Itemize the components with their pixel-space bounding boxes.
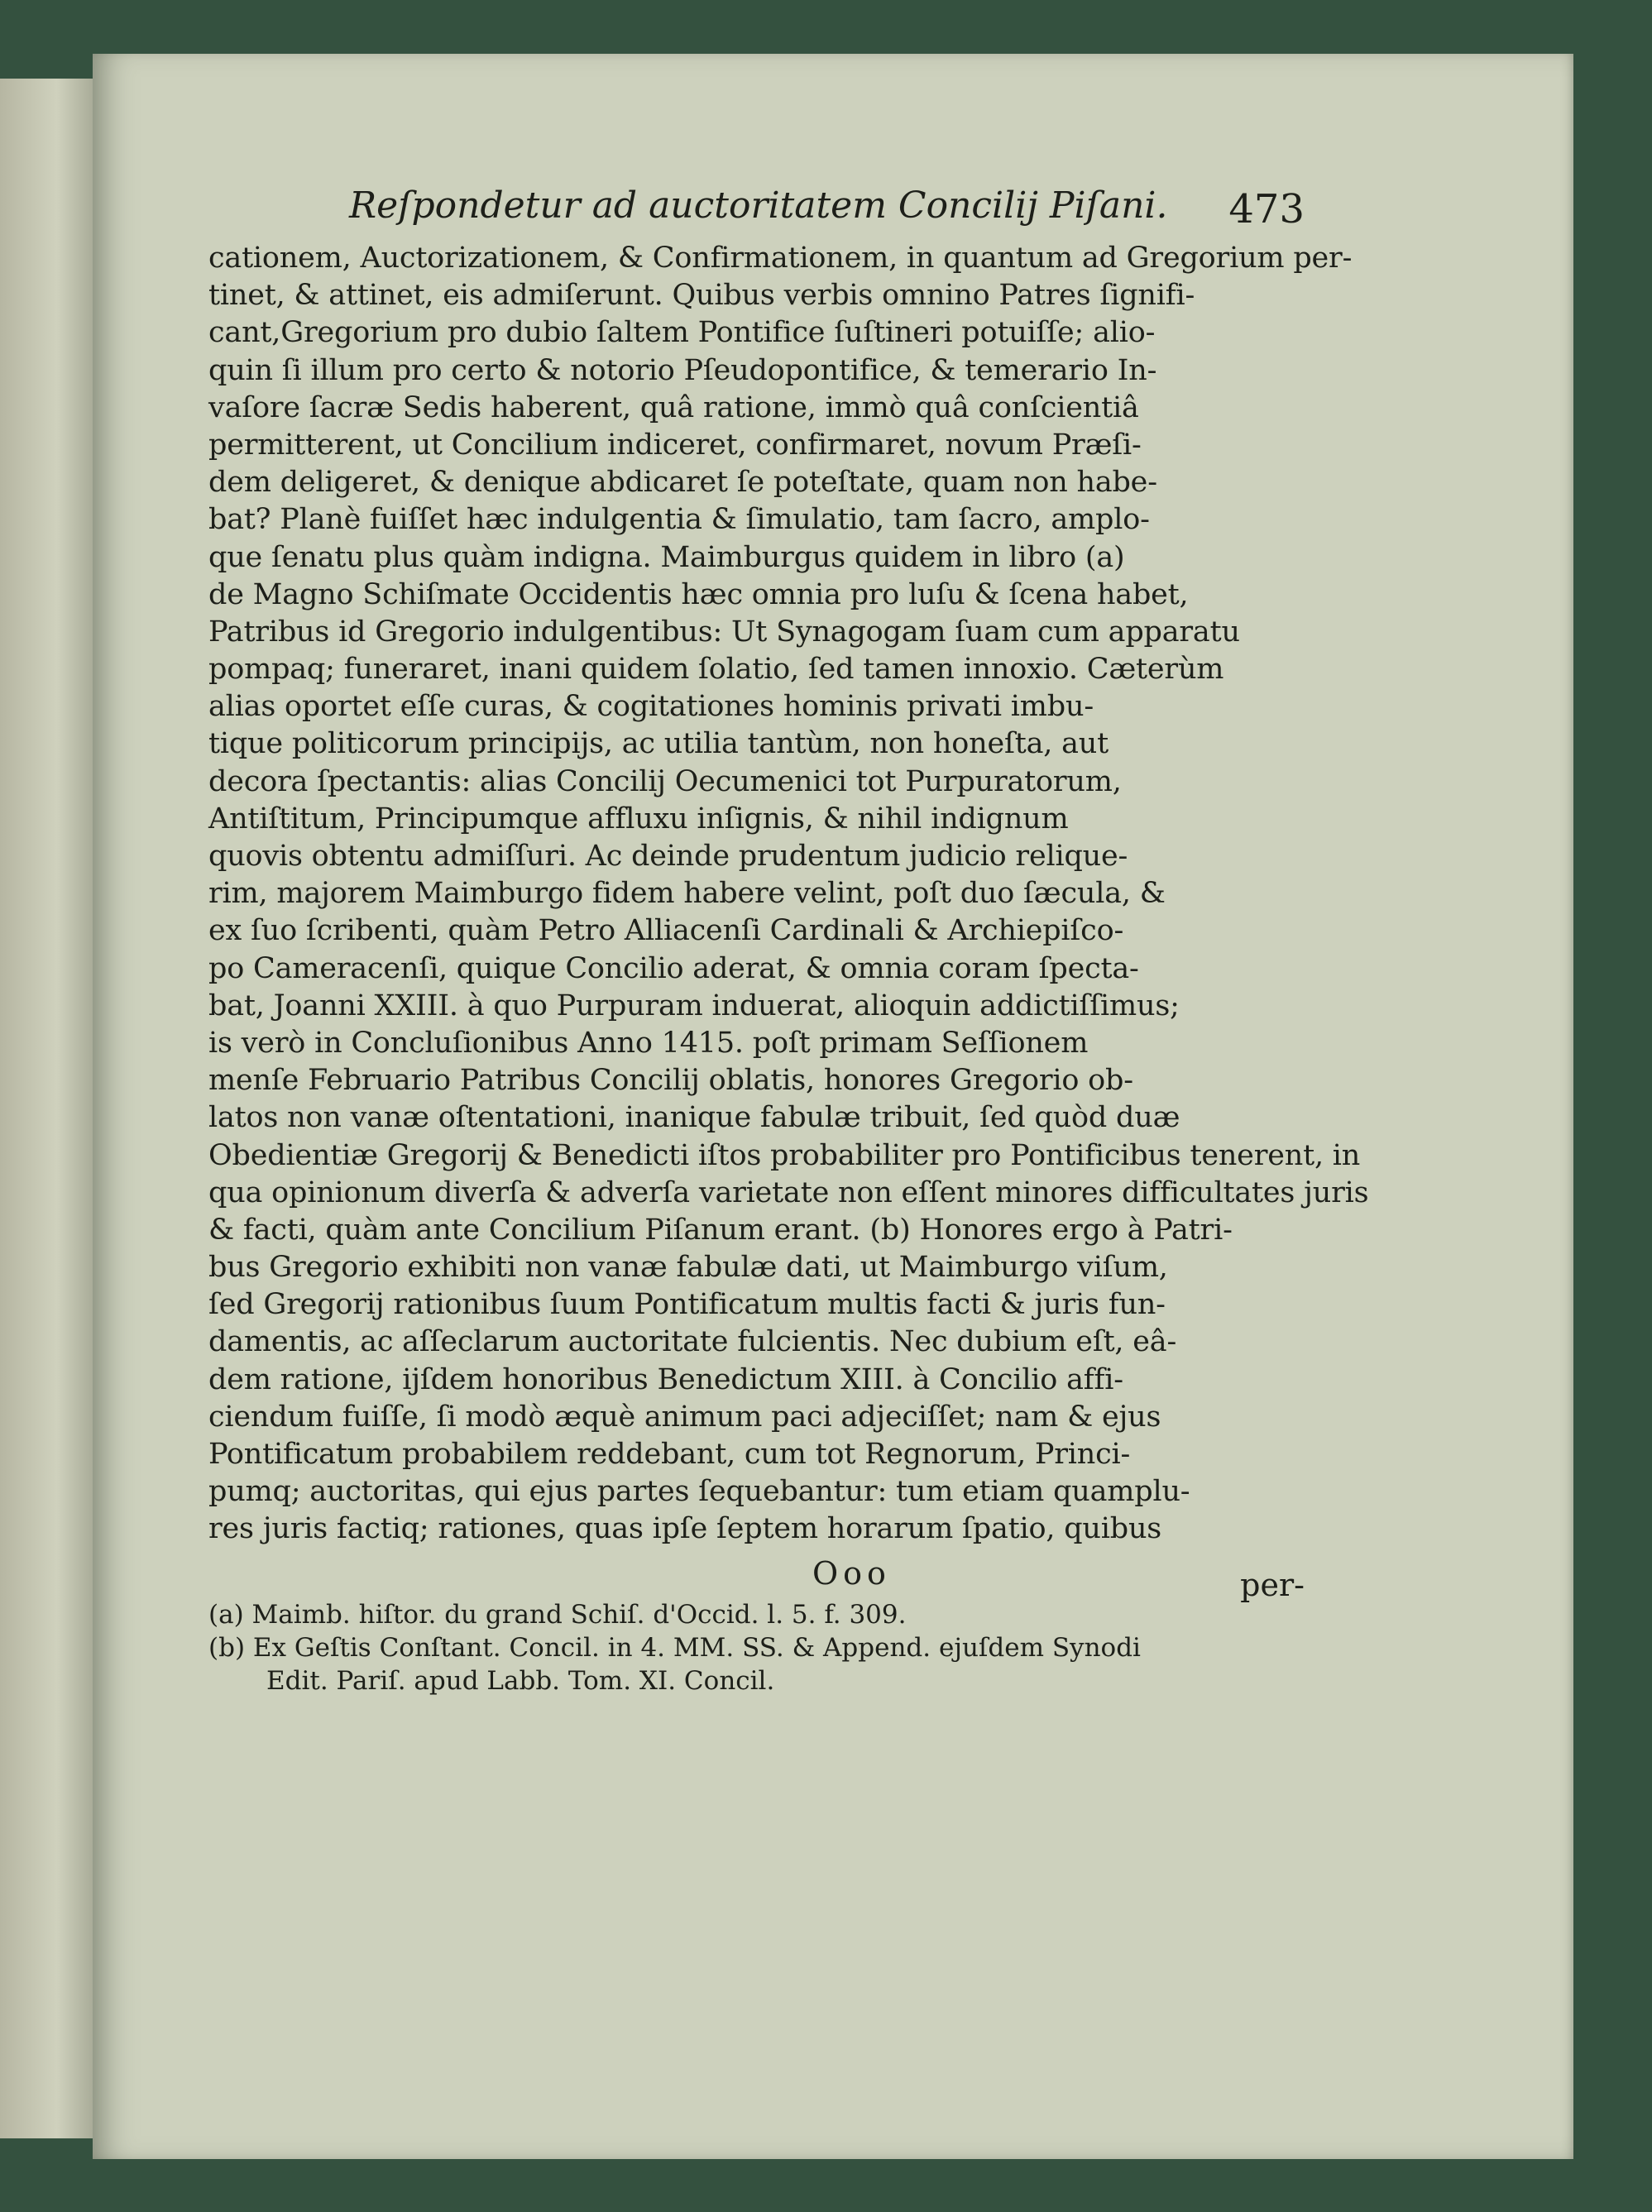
text-line: damentis, ac aſſeclarum auctoritate fulcientis. Nec dubium eſt, eâ- [208,1325,1177,1359]
text-line: qua opinionum diverſa & adverſa varietate non eſſent minores difficultates juris [208,1175,1369,1209]
text-line: que ſenatu plus quàm indigna. Maimburgus quidem in libro (a) [208,540,1125,574]
text-line: Pontificatum probabilem reddebant, cum tot Regnorum, Princi- [208,1438,1131,1471]
catchword: per- [1240,1566,1305,1603]
text-line: Antiſtitum, Principumque affluxu inſignis, & nihil indignum [208,802,1069,835]
text-line: latos non vanæ oſtentationi, inanique fabulæ tribuit, ſed quòd duæ [208,1101,1180,1135]
signature-mark: Ooo [812,1554,891,1592]
text-line: ex ſuo ſcribenti, quàm Petro Alliacenſi Cardinali & Archiepiſco- [208,914,1124,948]
text-line: tinet, & attinet, eis admiſerunt. Quibus verbis omnino Patres ſignifi- [208,279,1195,313]
footnote-line: (b) Ex Geſtis Conſtant. Concil. in 4. MM. SS. & Append. ejuſdem Synodi [208,1632,1141,1663]
text-line: cationem, Auctorizationem, & Confirmationem, in quantum ad Gregorium per- [208,242,1353,275]
text-line: menſe Februario Patribus Concilij oblatis, honores Gregorio ob- [208,1064,1133,1098]
text-line: quin ſi illum pro certo & notorio Pſeudopontifice, & temerario In- [208,353,1157,387]
book-page [93,54,1573,2159]
text-line: alias oportet eſſe curas, & cogitationes hominis privati imbu- [208,690,1094,724]
text-line: pumq; auctoritas, qui ejus partes ſequebantur: tum etiam quamplu- [208,1475,1190,1509]
page-number: 473 [1228,186,1305,232]
text-line: decora ſpectantis: alias Concilij Oecumenici tot Purpuratorum, [208,764,1122,798]
text-line: de Magno Schiſmate Occidentis hæc omnia pro luſu & ſcena habet, [208,577,1189,611]
text-line: cant,Gregorium pro dubio ſaltem Pontifice ſuſtineri potuiſſe; alio- [208,316,1156,350]
left-page-edge [0,79,103,2138]
text-line: rim, majorem Maimburgo fidem habere velint, poſt duo ſæcula, & [208,877,1166,911]
text-line: dem ratione, ijſdem honoribus Benedictum XIII. à Concilio affi- [208,1362,1123,1396]
text-line: quovis obtentu admiſſuri. Ac deinde prudentum judicio relique- [208,840,1128,873]
running-head [208,178,1305,240]
text-line: & facti, quàm ante Concilium Piſanum erant. (b) Honores ergo à Patri- [208,1213,1233,1247]
text-line: permitterent, ut Concilium indiceret, confirmaret, novum Præſi- [208,428,1142,462]
text-line: ſed Gregorij rationibus ſuum Pontificatum multis facti & juris fun- [208,1288,1166,1322]
text-line: bat, Joanni XXIII. à quo Purpuram induerat, alioquin addictiſſimus; [208,989,1180,1022]
text-block [208,178,1369,1697]
text-line: vaſore ſacræ Sedis haberent, quâ ratione, immò quâ conſcientiâ [208,390,1139,424]
running-title: Reſpondetur ad auctoritatem Concilij Piſani. [349,184,1168,227]
body-text [208,240,1369,1549]
footnotes [208,1598,1305,1697]
text-line: is verò in Concluſionibus Anno 1415. poſt primam Seſſionem [208,1026,1089,1060]
text-line: po Cameracenſi, quique Concilio aderat, & omnia coram ſpecta- [208,951,1139,985]
text-line: bus Gregorio exhibiti non vanæ fabulæ dati, ut Maimburgo viſum, [208,1251,1168,1285]
text-line: dem deligeret, & denique abdicaret ſe poteſtate, quam non habe- [208,466,1157,500]
text-line: Obedientiæ Gregorij & Benedicti iſtos probabiliter pro Pontificibus tenerent, in [208,1138,1361,1172]
text-line: Patribus id Gregorio indulgentibus: Ut Synagogam ſuam cum apparatu [208,615,1240,649]
footnote-line: (a) Maimb. hiſtor. du grand Schiſ. d'Occid. l. 5. f. 309. [208,1599,907,1630]
footnote-line: Edit. Pariſ. apud Labb. Tom. XI. Concil. [266,1665,775,1696]
signature-row [208,1549,1305,1603]
text-line: ciendum fuiſſe, ſi modò æquè animum paci adjeciſſet; nam & ejus [208,1400,1161,1434]
text-line: tique politicorum principijs, ac utilia tantùm, non honeſta, aut [208,727,1109,761]
text-line: res juris factiq; rationes, quas ipſe ſeptem horarum ſpatio, quibus [208,1512,1162,1546]
text-line: pompaq; funeraret, inani quidem ſolatio, ſed tamen innoxio. Cæterùm [208,653,1224,687]
text-line: bat? Planè fuiſſet hæc indulgentia & ſimulatio, tam ſacro, amplo- [208,503,1150,537]
